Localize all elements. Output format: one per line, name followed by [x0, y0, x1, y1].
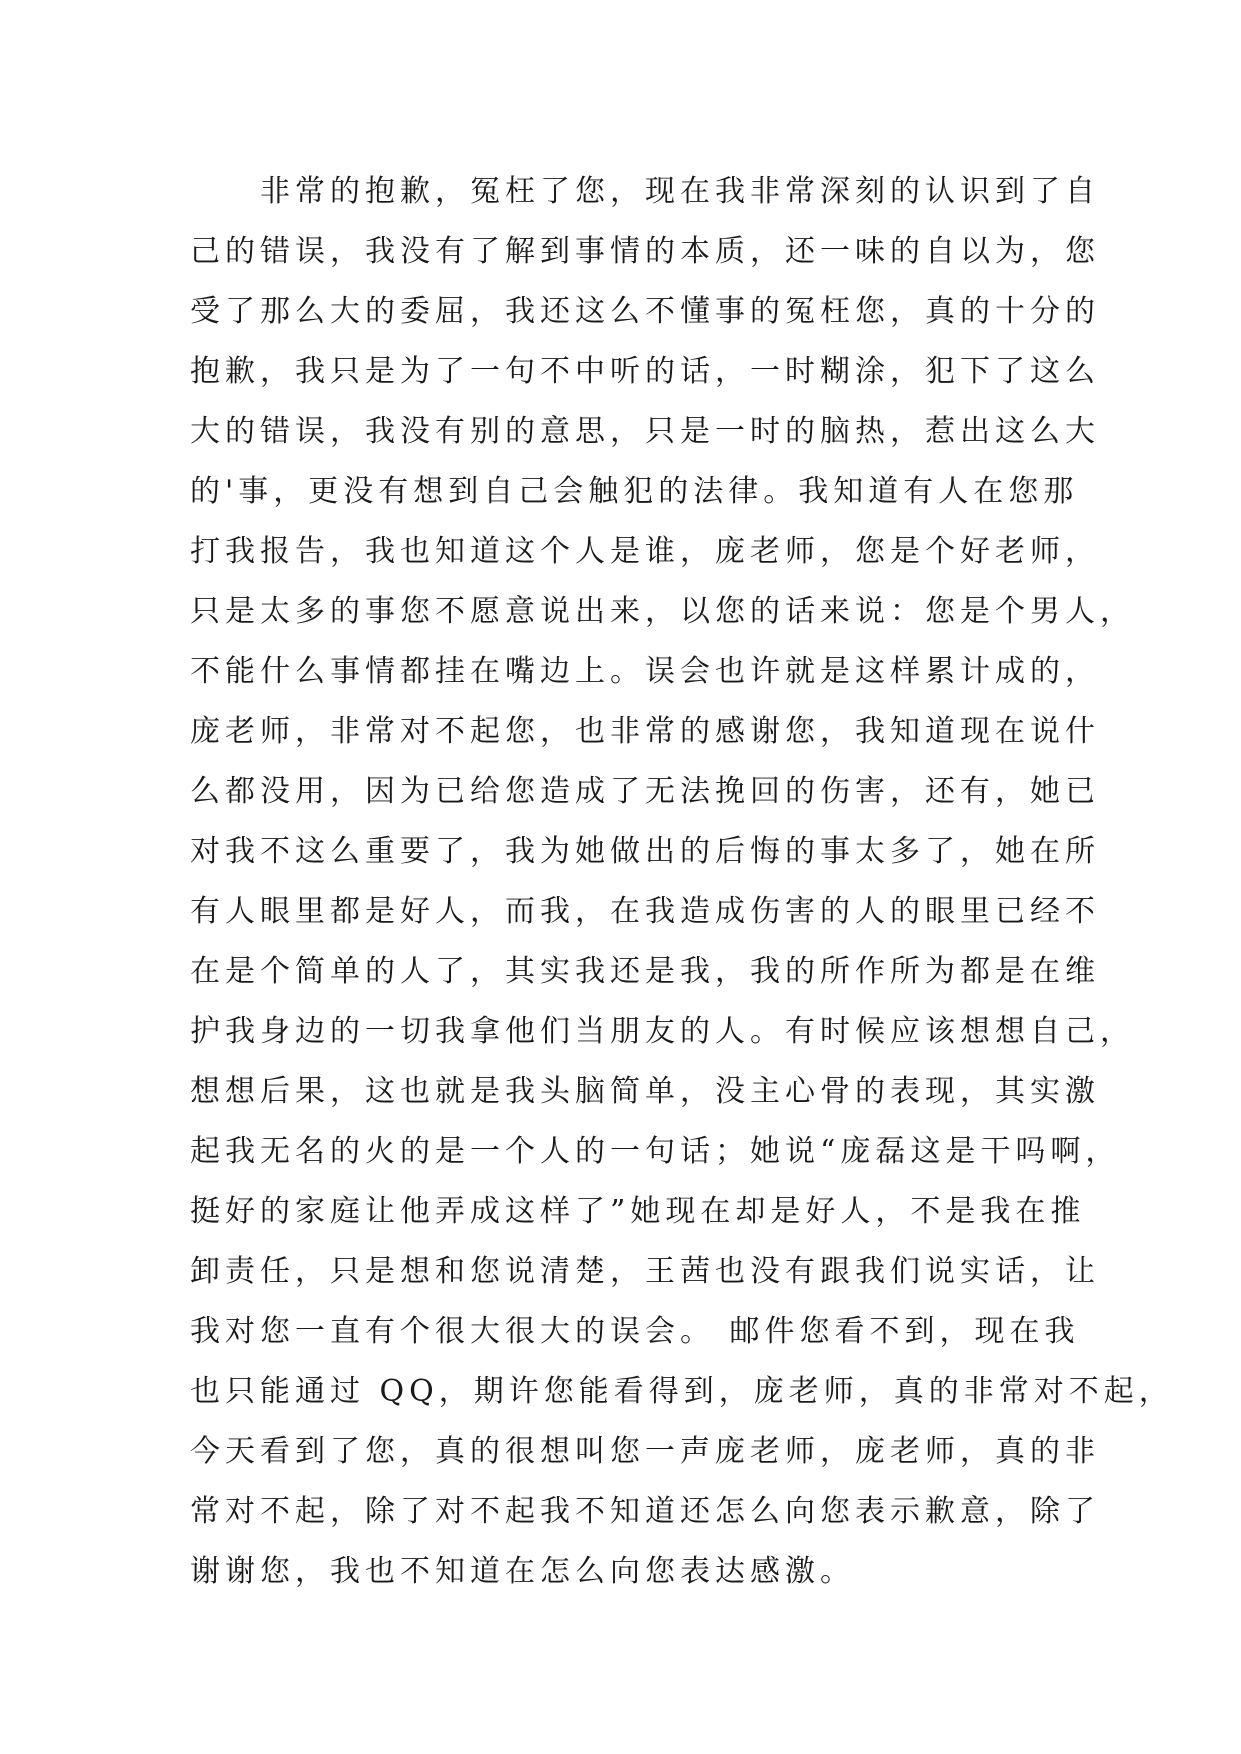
text-line: 抱歉，我只是为了一句不中听的话，一时糊涂，犯下了这么: [190, 354, 1100, 389]
text-line: 己的错误，我没有了解到事情的本质，还一味的自以为，您: [190, 234, 1100, 269]
text-line: 挺好的家庭让他弄成这样了”她现在却是好人，不是我在推: [190, 1194, 1086, 1229]
text-line: 打我报告，我也知道这个人是谁，庞老师，您是个好老师，: [190, 534, 1100, 569]
text-line: 谢谢您，我也不知道在怎么向您表达感激。: [190, 1554, 855, 1589]
text-line: 庞老师，非常对不起您，也非常的感谢您，我知道现在说什: [190, 714, 1100, 749]
text-line: 护我身边的一切我拿他们当朋友的人。有时候应该想想自己，: [190, 1014, 1135, 1049]
text-line: 受了那么大的委屈，我还这么不懂事的冤枉您，真的十分的: [190, 294, 1100, 329]
text-line: 卸责任，只是想和您说清楚，王茜也没有跟我们说实话，让: [190, 1254, 1100, 1289]
letter-body: [190, 162, 1174, 1602]
text-line: 常对不起，除了对不起我不知道还怎么向您表示歉意，除了: [190, 1494, 1100, 1529]
text-line: 的'事，更没有想到自己会触犯的法律。我知道有人在您那: [190, 474, 1079, 509]
text-line: 非常的抱歉，冤枉了您，现在我非常深刻的认识到了自: [190, 174, 1100, 209]
text-line: 大的错误，我没有别的意思，只是一时的脑热，惹出这么大: [190, 414, 1100, 449]
text-line: 么都没用，因为已给您造成了无法挽回的伤害，还有，她已: [190, 774, 1100, 809]
text-line: 也只能通过 QQ，期许您能看得到，庞老师，真的非常对不起，: [190, 1374, 1174, 1409]
text-line: 起我无名的火的是一个人的一句话；她说“庞磊这是干吗啊，: [190, 1134, 1121, 1169]
text-line: 今天看到了您，真的很想叫您一声庞老师，庞老师，真的非: [190, 1434, 1100, 1469]
text-line: 有人眼里都是好人，而我，在我造成伤害的人的眼里已经不: [190, 894, 1100, 929]
text-line: 不能什么事情都挂在嘴边上。误会也许就是这样累计成的，: [190, 654, 1100, 689]
text-line: 想想后果，这也就是我头脑简单，没主心骨的表现，其实激: [190, 1074, 1100, 1109]
text-line: 在是个简单的人了，其实我还是我，我的所作所为都是在维: [190, 954, 1100, 989]
text-line: 对我不这么重要了，我为她做出的后悔的事太多了，她在所: [190, 834, 1100, 869]
text-line: 只是太多的事您不愿意说出来，以您的话来说：您是个男人，: [190, 594, 1135, 629]
text-line: 我对您一直有个很大很大的误会。 邮件您看不到，现在我: [190, 1314, 1080, 1349]
